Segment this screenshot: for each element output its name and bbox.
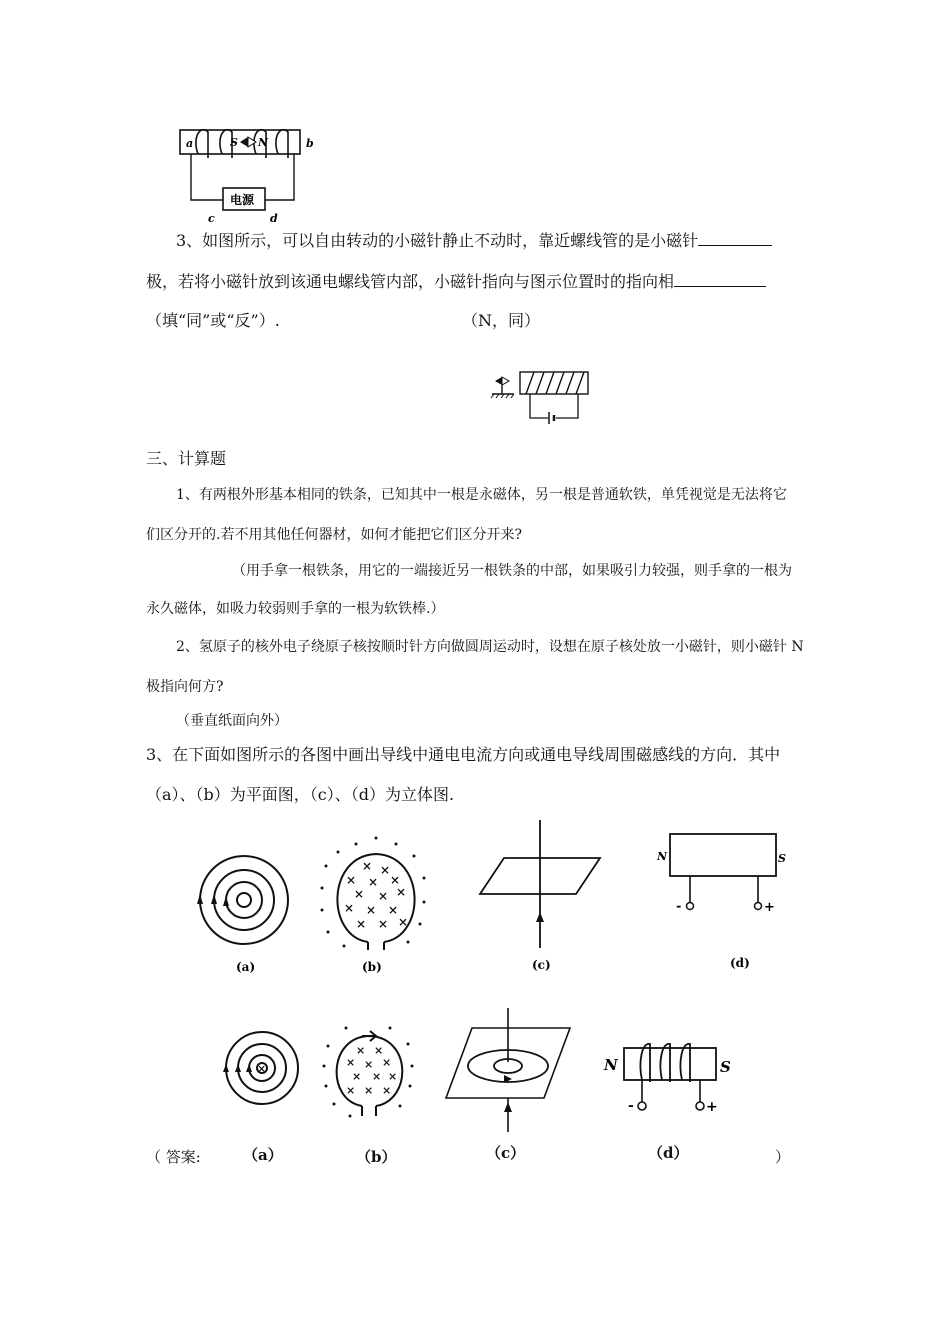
svg-text:×: × bbox=[388, 1070, 398, 1083]
svg-text:×: × bbox=[364, 1084, 374, 1097]
answer-label-d: （d） bbox=[648, 1144, 689, 1162]
answer-d-s-label: S bbox=[720, 1058, 731, 1076]
svg-text:×: × bbox=[257, 1064, 266, 1075]
calc-1-line-2: 们区分开的.若不用其他任何器材，如何才能把它们区分开来? bbox=[146, 527, 522, 543]
svg-text:×: × bbox=[388, 903, 399, 917]
svg-text:×: × bbox=[356, 917, 367, 931]
answer-d-minus: - bbox=[628, 1098, 634, 1114]
figure-d-plus: + bbox=[764, 900, 775, 915]
answer-label-b: （b） bbox=[356, 1148, 397, 1166]
calc-2-line-2: 极指向何方? bbox=[146, 679, 224, 695]
figure-b-label: (b) bbox=[362, 960, 382, 974]
svg-text:×: × bbox=[390, 873, 401, 887]
calc-1-answer-line-1: （用手拿一根铁条，用它的一端接近另一根铁条的中部，如果吸引力较强，则手拿的一根为 bbox=[232, 563, 792, 579]
end-label-b: b bbox=[306, 137, 314, 150]
svg-text:×: × bbox=[378, 917, 389, 931]
answer-figure-b bbox=[320, 1024, 416, 1122]
terminal-label-d: d bbox=[270, 212, 278, 225]
svg-text:×: × bbox=[364, 1058, 374, 1071]
figure-a-label: (a) bbox=[236, 960, 256, 974]
power-source-label: 电源 bbox=[230, 193, 255, 207]
answer-figure-a bbox=[222, 1030, 302, 1110]
figure-d-label: (d) bbox=[730, 956, 750, 970]
figure-d-solenoid-plain bbox=[654, 828, 794, 970]
svg-text:×: × bbox=[366, 903, 377, 917]
needle-n-label: N bbox=[258, 136, 269, 149]
question-3-line-3: （填“同”或“反”）. bbox=[146, 311, 280, 330]
calc-3-line-2: （a）、（b）为平面图，（c）、（d）为立体图. bbox=[146, 785, 455, 804]
svg-text:×: × bbox=[398, 915, 409, 929]
svg-text:×: × bbox=[346, 1084, 356, 1097]
figure-a-concentric-circles bbox=[196, 850, 296, 980]
answer-blank-2[interactable] bbox=[674, 272, 766, 287]
figure-d-minus: - bbox=[676, 899, 682, 914]
svg-text:×: × bbox=[346, 1056, 356, 1069]
svg-text:×: × bbox=[372, 1070, 382, 1083]
calc-3-line-1: 3、在下面如图所示的各图中画出导线中通电电流方向或通电导线周围磁感线的方向．其中 bbox=[146, 745, 781, 764]
answer-suffix: ） bbox=[775, 1148, 791, 1166]
svg-text:×: × bbox=[374, 1044, 384, 1057]
calc-2-line-1: 2、氢原子的核外电子绕原子核按顺时针方向做圆周运动时，设想在原子核处放一小磁针，则小磁针 N bbox=[176, 639, 804, 655]
svg-text:×: × bbox=[346, 873, 357, 887]
figure-b-loop-with-crosses bbox=[316, 836, 426, 980]
calc-1-answer-line-2: 永久磁体，如吸力较弱则手拿的一根为软铁棒.） bbox=[146, 601, 445, 617]
answer-label-c: （c） bbox=[486, 1144, 526, 1162]
question-3-answer: （N，同） bbox=[462, 311, 541, 330]
answer-blank-1[interactable] bbox=[698, 231, 772, 246]
solenoid-circuit-figure bbox=[170, 118, 330, 228]
answer-figure-d bbox=[602, 1040, 738, 1116]
svg-text:×: × bbox=[396, 885, 407, 899]
question-3-line-1: 3、如图所示，可以自由转动的小磁针静止不动时，靠近螺线管的是小磁针 bbox=[176, 228, 772, 251]
svg-text:×: × bbox=[380, 863, 391, 877]
svg-text:×: × bbox=[362, 859, 373, 873]
answer-prefix: （ 答案: bbox=[146, 1148, 201, 1166]
svg-text:×: × bbox=[382, 1056, 392, 1069]
terminal-label-c: c bbox=[208, 212, 215, 225]
figure-d-n-label: N bbox=[657, 850, 668, 863]
needle-s-label: S bbox=[230, 136, 238, 149]
answer-label-a: （a） bbox=[243, 1146, 283, 1164]
compass-solenoid-figure bbox=[490, 368, 600, 430]
section-title: 三、计算题 bbox=[146, 449, 227, 468]
svg-text:×: × bbox=[368, 875, 379, 889]
svg-text:×: × bbox=[354, 887, 365, 901]
figure-d-s-label: S bbox=[778, 852, 786, 865]
answer-d-n-label: N bbox=[604, 1056, 618, 1074]
figure-c-wire-through-plane bbox=[476, 818, 606, 978]
calc-2-answer: （垂直纸面向外） bbox=[176, 713, 288, 729]
question-3-line-2: 极，若将小磁针放到该通电螺线管内部，小磁针指向与图示位置时的指向相 bbox=[146, 269, 766, 292]
svg-text:×: × bbox=[356, 1044, 366, 1057]
svg-text:×: × bbox=[382, 1084, 392, 1097]
svg-text:×: × bbox=[378, 889, 389, 903]
svg-text:×: × bbox=[352, 1070, 362, 1083]
answer-d-plus: + bbox=[706, 1099, 718, 1115]
end-label-a: a bbox=[186, 137, 194, 150]
figure-c-label: (c) bbox=[532, 958, 551, 972]
calc-1-line-1: 1、有两根外形基本相同的铁条，已知其中一根是永磁体，另一根是普通软铁，单凭视觉是无法将它 bbox=[176, 487, 787, 503]
svg-text:×: × bbox=[344, 901, 355, 915]
answer-figure-c bbox=[444, 1006, 574, 1134]
